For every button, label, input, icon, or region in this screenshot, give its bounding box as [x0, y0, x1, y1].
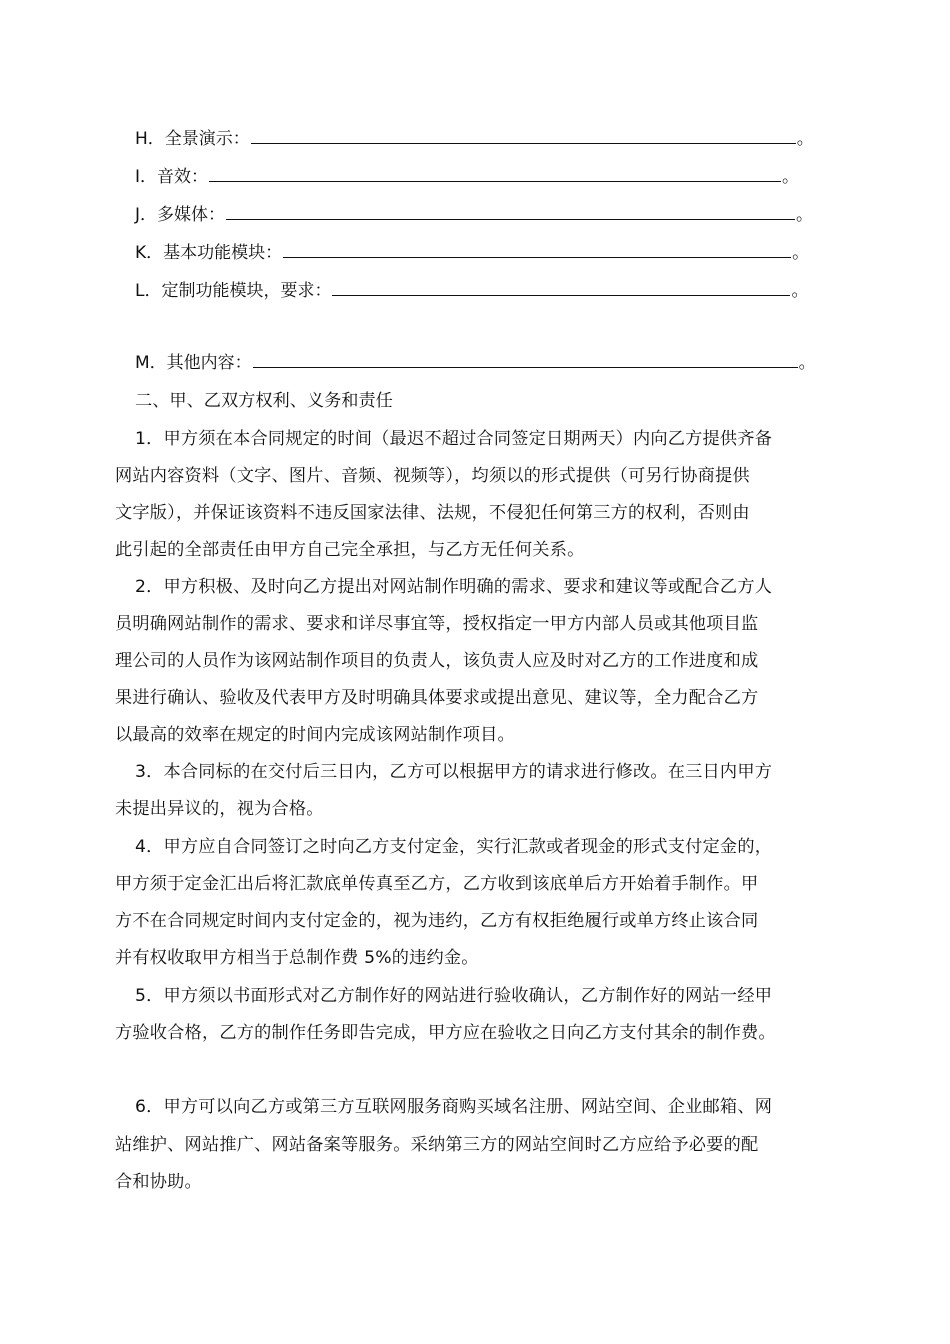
clause-line: 并有权收取甲方相当于总制作费 5%的违约金。	[115, 948, 479, 968]
field-label: I．音效：	[135, 167, 209, 187]
fill-in-blank	[332, 280, 790, 296]
field-label: J．多媒体：	[135, 205, 226, 225]
field-i	[135, 165, 799, 189]
clause-line: 未提出异议的，视为合格。	[115, 799, 324, 819]
field-end: 。	[798, 353, 816, 373]
field-k	[135, 241, 809, 265]
field-j	[135, 203, 813, 227]
clause-line: 站维护、网站推广、网站备案等服务。采纳第三方的网站空间时乙方应给予必要的配	[115, 1135, 759, 1155]
field-end: 。	[792, 243, 810, 263]
clause-line: 1．甲方须在本合同规定的时间（最迟不超过合同签定日期两天）内向乙方提供齐备	[135, 429, 773, 449]
clause-line: 以最高的效率在规定的时间内完成该网站制作项目。	[115, 725, 515, 745]
clause-line: 方不在合同规定时间内支付定金的，视为违约，乙方有权拒绝履行或单方终止该合同	[115, 911, 759, 931]
clause-line: 合和协助。	[115, 1172, 202, 1192]
clause-line: 员明确网站制作的需求、要求和详尽事宜等，授权指定一甲方内部人员或其他项目监	[115, 614, 759, 634]
field-end: 。	[791, 281, 809, 301]
field-label: M．其他内容：	[135, 353, 252, 373]
clause-line: 3．本合同标的在交付后三日内，乙方可以根据甲方的请求进行修改。在三日内甲方	[135, 762, 773, 782]
field-end: 。	[796, 129, 814, 149]
fill-in-blank	[253, 352, 798, 368]
field-end: 。	[796, 205, 814, 225]
clause-line: 2．甲方积极、及时向乙方提出对网站制作明确的需求、要求和建议等或配合乙方人	[135, 577, 773, 597]
field-label: K．基本功能模块：	[135, 243, 283, 263]
field-label: H．全景演示：	[135, 129, 250, 149]
field-h	[135, 127, 814, 151]
clause-line: 甲方须于定金汇出后将汇款底单传真至乙方，乙方收到该底单后方开始着手制作。甲	[115, 874, 759, 894]
field-label: L．定制功能模块，要求：	[135, 281, 332, 301]
clause-line: 理公司的人员作为该网站制作项目的负责人，该负责人应及时对乙方的工作进度和成	[115, 651, 759, 671]
clause-line: 6．甲方可以向乙方或第三方互联网服务商购买域名注册、网站空间、企业邮箱、网	[135, 1097, 773, 1117]
section-title: 二、甲、乙双方权利、义务和责任	[135, 391, 393, 411]
clause-line: 果进行确认、验收及代表甲方及时明确具体要求或提出意见、建议等，全力配合乙方	[115, 688, 759, 708]
fill-in-blank	[251, 128, 796, 144]
clause-line: 文字版），并保证该资料不违反国家法律、法规，不侵犯任何第三方的权利，否则由	[115, 503, 750, 523]
clause-line: 网站内容资料（文字、图片、音频、视频等），均须以的形式提供（可另行协商提供	[115, 466, 750, 486]
field-l	[135, 279, 808, 303]
fill-in-blank	[283, 242, 791, 258]
field-end: 。	[782, 167, 800, 187]
field-m	[135, 351, 816, 375]
clause-line: 4．甲方应自合同签订之时向乙方支付定金，实行汇款或者现金的形式支付定金的，	[135, 837, 773, 857]
clause-line: 5．甲方须以书面形式对乙方制作好的网站进行验收确认，乙方制作好的网站一经甲	[135, 986, 773, 1006]
clause-line: 此引起的全部责任由甲方自己完全承担，与乙方无任何关系。	[115, 540, 585, 560]
fill-in-blank	[209, 166, 781, 182]
fill-in-blank	[226, 204, 795, 220]
clause-line: 方验收合格，乙方的制作任务即告完成，甲方应在验收之日向乙方支付其余的制作费。	[115, 1023, 776, 1043]
